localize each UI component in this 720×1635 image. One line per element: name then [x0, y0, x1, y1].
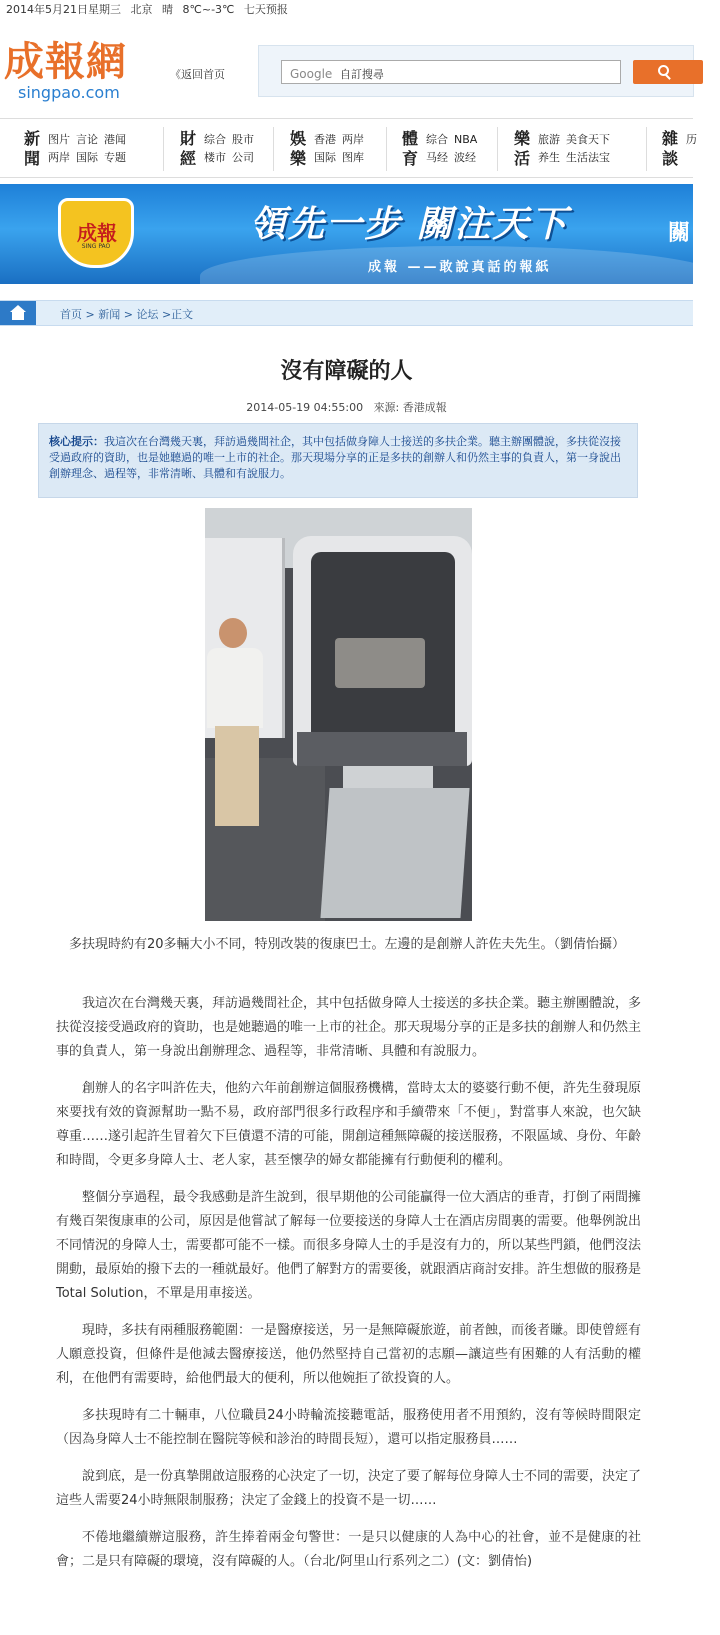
summary-label: 核心提示：: [49, 435, 104, 448]
home-icon[interactable]: [0, 301, 36, 325]
nav-link[interactable]: 专题: [104, 151, 126, 164]
shield-text: 成報: [77, 221, 117, 245]
search-button[interactable]: [633, 60, 703, 84]
banner-ad[interactable]: [0, 184, 693, 284]
search-input[interactable]: [281, 60, 621, 84]
nav-link[interactable]: 图库: [342, 151, 364, 164]
back-home-link[interactable]: 《返回首页: [170, 68, 225, 81]
banner-cut-text: 關: [668, 221, 691, 246]
article-paragraph: 說到底，是一份真摯開啟這服務的心決定了一切，決定了要了解每位身障人士不同的需要，決定了這些人需要24小時無限制服務；決定了金錢上的投資不是一切……: [56, 1469, 642, 1508]
nav-link[interactable]: 言论: [76, 133, 98, 146]
nav-link[interactable]: 国际: [314, 151, 336, 164]
article-paragraph: 多扶現時有二十輛車，八位職員24小時輪流接聽電話，服務使用者不用預約，沒有等候時間限定（因為身障人士不能控制在醫院等候和診治的時間長短），還可以指定服務員……: [56, 1408, 641, 1447]
nav-link[interactable]: 公司: [232, 151, 254, 164]
nav-link[interactable]: 国际: [76, 151, 98, 164]
nav-link[interactable]: 股市: [232, 133, 254, 146]
shield-subtext: SING PAO: [81, 243, 111, 250]
nav-divider: [497, 127, 498, 171]
article-paragraph: 我這次在台灣幾天裏，拜訪過幾間社企，其中包括做身障人士接送的多扶企業。聽主辦團體說，多扶從沒接受過政府的資助，也是她聽過的唯一上市的社企。那天現場分享的正是多扶的創辦人和仍然主事的負責人，第一身說出創辦理念、過程等，非常清晰、具體和有說服力。: [56, 996, 642, 1059]
shield-logo-icon: [58, 198, 134, 268]
summary-text: 我這次在台灣幾天裏，拜訪過幾間社企，其中包括做身障人士接送的多扶企業。聽主辦團體說，多扶從沒接受過政府的資助，也是她聽過的唯一上市的社企。那天現場分享的正是多扶的創辦人和仍然主事的負責人，第一身說出創辦理念、過程等，非常清晰、具體和有說服力。: [49, 435, 621, 480]
breadcrumb-item[interactable]: 首页: [60, 308, 82, 321]
nav-link[interactable]: 两岸: [342, 133, 364, 146]
article-body: [56, 992, 641, 1587]
breadcrumb-item[interactable]: 新闻: [98, 308, 121, 321]
nav-link[interactable]: 综合: [204, 133, 226, 146]
nav-link[interactable]: 波经: [454, 151, 476, 164]
nav-link[interactable]: NBA: [454, 133, 478, 146]
banner-slogan: 領先一步 關注天下: [250, 204, 569, 245]
google-label: Google: [290, 67, 333, 81]
nav-divider: [273, 127, 274, 171]
photo-caption: 多扶現時約有20多輛大小不同，特別改裝的復康巴士。左邊的是創辦人許佐夫先生。（劉倩怡攝）: [68, 937, 626, 952]
site-logo[interactable]: [4, 40, 127, 102]
article-paragraph: 創辦人的名字叫許佐夫，他約六年前創辦這個服務機構，當時太太的婆婆行動不便，許先生發現原來要找有效的資源幫助一點不易，政府部門很多行政程序和手續帶來「不便」，對當事人來說，也欠缺尊重……遂引起許生冒着欠下巨債還不清的可能，開創這種無障礙的接送服務，不限區域、身份、年齡和時間，令更多身障人士、老人家，甚至懷孕的婦女都能擁有行動便利的權利。: [56, 1081, 642, 1168]
nav-link[interactable]: 图片: [48, 133, 70, 146]
date-text: 2014年5月21日星期三: [6, 3, 121, 16]
temperature-text: 8℃~-3℃: [182, 3, 235, 16]
top-info-bar: [0, 0, 693, 18]
article-paragraph: 整個分享過程，最令我感動是許生說到，很早期他的公司能贏得一位大酒店的垂青，打倒了兩間擁有幾百架復康車的公司，原因是他嘗試了解每一位要接送的身障人士在酒店房間裏的需要。他舉例說出不同情況的身障人士，需要都可能不一樣。而很多身障人士的手是沒有力的，所以某些門鎖，他們沒法開動，最原始的撥下去的一種就最好。他們了解對方的需要後，就跟酒店商討安排。許生想做的服務是Total Solution，不單是用車接送。: [56, 1190, 642, 1301]
nav-link[interactable]: 美食天下: [566, 133, 610, 146]
nav-link[interactable]: 港闻: [104, 133, 126, 146]
category-nav: [0, 118, 697, 178]
nav-link[interactable]: 楼市: [204, 151, 226, 164]
city-text: 北京: [130, 3, 153, 16]
nav-category[interactable]: 娛樂: [290, 129, 307, 168]
nav-link[interactable]: 历: [686, 133, 697, 146]
breadcrumb: 首页 > 新闻 > 论坛 >正文: [0, 300, 693, 326]
weather-text: 晴: [162, 3, 173, 16]
nav-link[interactable]: 生活法宝: [566, 151, 610, 164]
article-summary: [38, 423, 638, 498]
forecast-link[interactable]: 七天预报: [243, 3, 288, 16]
nav-link[interactable]: 两岸: [48, 151, 70, 164]
article-meta: [0, 399, 693, 415]
logo-domain: singpao.com: [18, 83, 120, 102]
nav-link[interactable]: 养生: [538, 151, 560, 164]
search-area: [258, 45, 694, 97]
nav-divider: [646, 127, 647, 171]
article-title: 沒有障礙的人: [280, 358, 413, 384]
nav-link[interactable]: 旅游: [538, 133, 560, 146]
nav-category[interactable]: 財經: [180, 129, 197, 168]
nav-link[interactable]: 香港: [314, 133, 336, 146]
nav-category[interactable]: 新聞: [24, 129, 41, 168]
article-photo: [205, 508, 472, 921]
nav-category[interactable]: 樂活: [514, 129, 531, 168]
search-placeholder: 自訂搜尋: [339, 68, 384, 81]
nav-link[interactable]: 马经: [426, 151, 448, 164]
nav-category[interactable]: 雜談: [662, 129, 679, 168]
nav-divider: [386, 127, 387, 171]
article-paragraph: 不倦地繼續辦這服務，許生捧着兩金句警世：一是只以健康的人為中心的社會，並不是健康的社會；二是只有障礙的環境，沒有障礙的人。（台北/阿里山行系列之二）(文：劉倩怡): [56, 1530, 641, 1569]
banner-motto: 成報 ——敢說真話的報紙: [368, 260, 552, 275]
article-paragraph: 現時，多扶有兩種服務範圍：一是醫療接送，另一是無障礙旅遊，前者蝕，而後者賺。即使曾經有人願意投資，但條件是他減去醫療接送，他仍然堅持自己當初的志願—讓這些有困難的人有活動的權利，在他們有需要時，給他們最大的便利，所以他婉拒了欲投資的人。: [56, 1323, 642, 1386]
nav-divider: [163, 127, 164, 171]
nav-link[interactable]: 综合: [426, 133, 448, 146]
breadcrumb-item: 正文: [171, 308, 194, 321]
nav-category[interactable]: 體育: [402, 129, 419, 168]
article-date: 2014-05-19 04:55:00: [246, 401, 364, 414]
site-header: [0, 18, 693, 118]
article-source: 來源: 香港成報: [373, 401, 447, 414]
logo-chinese: 成報網: [4, 38, 127, 85]
breadcrumb-item[interactable]: 论坛: [136, 308, 159, 321]
